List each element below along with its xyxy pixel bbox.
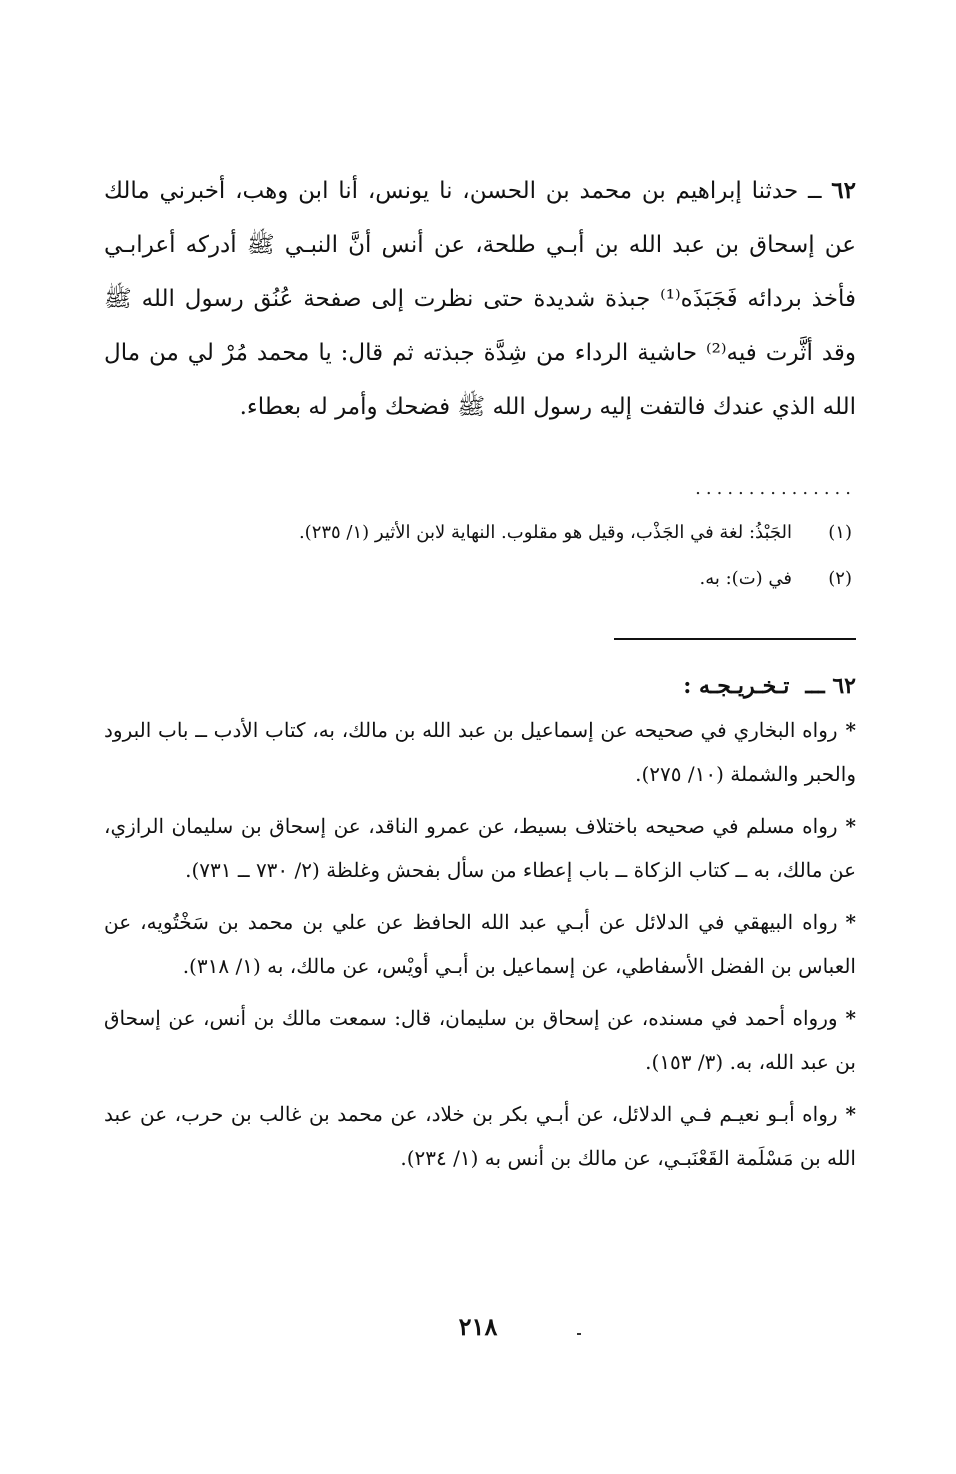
bullet-star: * <box>845 718 856 742</box>
footnotes <box>104 522 856 614</box>
takhrij-item-muslim <box>104 804 856 892</box>
hadith-text <box>104 164 856 434</box>
takhrij-heading <box>104 664 856 708</box>
takhrij-item-text: رواه البيهقي في الدلائل عن أبـي عبد الله الحافظ عن علي بن محمد بن سَخْتُويه، عن العباس بن الفضل الأسفاطي، عن إسماعيل بن أبـي أويْس، عن مالك، به (١/ ٣١٨). <box>104 910 856 978</box>
hadith-number: ٦٢ <box>831 177 856 204</box>
hadith-body: ــ حدثنا إبراهيم بن محمد بن الحسن، نا يونس، أنا ابن وهب، أخبرني مالك عن إسحاق بن عبد الله بن أبـي طلحة، عن أنس أنَّ النبـي ﷺ أدركه أعرابـي فأخذ بردائه فَجَبَذَه⁽¹⁾ جبذة شديدة حتى نظرت إلى صفحة عُنُق رسول الله ﷺ وقد أثَّرت فيه⁽²⁾ حاشية الرداء من شِدَّة جبذته ثم قال: يا محمد مُرْ لي من مال الله الذي عندك فالتفت إليه رسول الله ﷺ فضحك وأمر له بعطاء. <box>104 178 856 420</box>
print-speck <box>577 1333 581 1335</box>
takhrij-item-text: رواه البخاري في صحيحه عن إسماعيل بن عبد الله بن مالك، به، كتاب الأدب ــ باب البرود والحبر والشملة (١٠/ ٢٧٥). <box>104 718 856 786</box>
takhrij-section <box>104 664 856 1188</box>
footnote-text: في (ت): به. <box>699 568 792 589</box>
bullet-star: * <box>845 1102 856 1126</box>
page-number: ٢١٨ <box>458 1312 498 1341</box>
footnote-1 <box>104 522 856 568</box>
footnote-number: (٢) <box>828 568 852 589</box>
takhrij-item-text: رواه أبـو نعيـم فـي الدلائل، عن أبـي بكر بن خلاد، عن محمد بن غالب بن حرب، عن عبد الله بن مَسْلَمة القَعْنَبـي، عن مالك بن أنس به (١/ ٢٣٤). <box>104 1102 856 1170</box>
bullet-star: * <box>845 910 856 934</box>
footnote-2 <box>104 568 856 614</box>
bullet-star: * <box>845 1006 856 1030</box>
takhrij-item-text: رواه مسلم في صحيحه باختلاف بسيط، عن عمرو الناقد، عن إسحاق بن سليمان الرازي، عن مالك، به ــ كتاب الزكاة ــ باب إعطاء من سأل بفحش وغلظة (٢/ ٧٣٠ ــ ٧٣١). <box>104 814 856 882</box>
takhrij-item-ahmad <box>104 996 856 1084</box>
takhrij-title: تـخـريـجـه : <box>683 673 790 699</box>
takhrij-item-bayhaqi <box>104 900 856 988</box>
takhrij-number: ٦٢ ـــ <box>805 673 856 699</box>
takhrij-item-abu-nuaym <box>104 1092 856 1180</box>
section-divider <box>614 638 856 640</box>
takhrij-item-text: ورواه أحمد في مسنده، عن إسحاق بن سليمان، قال: سمعت مالك بن أنس، عن إسحاق بن عبد الله، به. (٣/ ١٥٣). <box>104 1006 856 1074</box>
takhrij-item-bukhari <box>104 708 856 796</box>
footnote-separator: ............... <box>695 478 856 499</box>
footnote-text: الجَبْذُ: لغة في الجَذْب، وقيل هو مقلوب. النهاية لابن الأثير (١/ ٢٣٥). <box>298 522 792 543</box>
bullet-star: * <box>845 814 856 838</box>
footnote-number: (١) <box>828 522 852 543</box>
